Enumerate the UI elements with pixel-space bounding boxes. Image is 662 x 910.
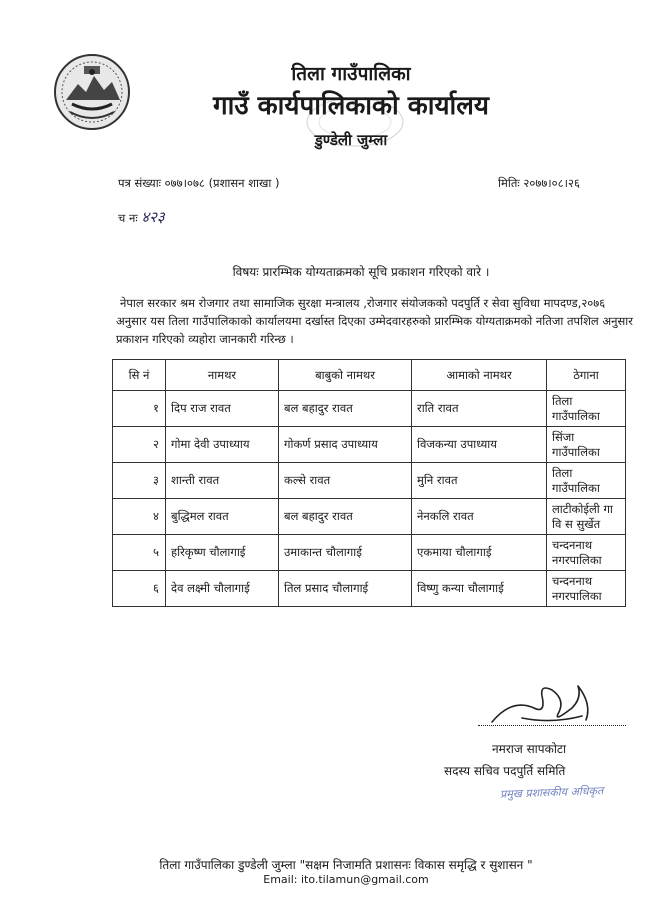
cell-name: दिप राज रावत [166, 391, 279, 427]
cell-name: बुद्धिमल रावत [166, 499, 279, 535]
org-name: तिला गाउँपालिका [291, 63, 411, 85]
cell-serial: ३ [113, 463, 166, 499]
date-value: २०७७।०८।२६ [523, 176, 580, 190]
cell-address: लाटीकोईली गा वि स सुर्खेत [547, 499, 626, 535]
handwritten-signature [482, 678, 632, 732]
table-row [113, 391, 626, 427]
footer-tagline: तिला गाउँपालिका डुण्डेली जुम्ला "सक्षम निजामति प्रशासनः विकास समृद्धि र सुशासन " [159, 858, 533, 872]
header-mother-name: आमाको नामथर [412, 360, 547, 391]
official-stamp-text: प्रमुख प्रशासकीय अधिकृत [499, 784, 604, 801]
cell-name: हरिकृष्ण चौलागाई [166, 535, 279, 571]
cell-mother: विष्णु कन्या चौलागाई [412, 571, 547, 607]
header-father-name: बाबुको नामथर [279, 360, 412, 391]
cell-father: उमाकान्त चौलागाई [279, 535, 412, 571]
header-name: नामथर [166, 360, 279, 391]
cell-name: गोमा देवी उपाध्याय [166, 427, 279, 463]
dispatch-number [118, 207, 165, 227]
ref-value: ०७७।०७८ (प्रशासन शाखा ) [164, 176, 280, 190]
cell-mother: नेनकलि रावत [412, 499, 547, 535]
subject-line: विषयः प्रारम्भिक योग्यताक्रमको सूचि प्रकाशन गरिएको वारे । [232, 265, 490, 279]
letter-date [498, 176, 580, 191]
cell-mother: मुनि रावत [412, 463, 547, 499]
cell-mother: एकमाया चौलागाई [412, 535, 547, 571]
signature-line [478, 725, 626, 726]
header-address: ठेगाना [547, 360, 626, 391]
ref-label: पत्र संख्याः [118, 176, 162, 190]
table-row [113, 499, 626, 535]
table-row [113, 463, 626, 499]
dispatch-label: च नः [118, 211, 138, 225]
reference-number [118, 176, 280, 191]
cell-father: बल बहादुर रावत [279, 499, 412, 535]
office-address: डुण्डेली जुम्ला [314, 131, 388, 149]
footer-email: Email: ito.tilamun@gmail.com [263, 873, 429, 886]
cell-address: तिला गाउँपालिका [547, 463, 626, 499]
cell-name: शान्ती रावत [166, 463, 279, 499]
cell-address: चन्दननाथ नगरपालिका [547, 535, 626, 571]
table-row [113, 427, 626, 463]
cell-address: सिंजा गाउँपालिका [547, 427, 626, 463]
cell-address: चन्दननाथ नगरपालिका [547, 571, 626, 607]
cell-serial: ४ [113, 499, 166, 535]
signer-title: सदस्य सचिव पदपुर्ति समिति [444, 764, 566, 778]
candidate-table [112, 359, 626, 607]
cell-mother: विजकन्या उपाध्याय [412, 427, 547, 463]
date-label: मितिः [498, 176, 520, 190]
office-name: गाउँ कार्यपालिकाको कार्यालय [213, 91, 489, 121]
body-paragraph: नेपाल सरकार श्रम रोजगार तथा सामाजिक सुरक्षा मन्त्रालय ,रोजगार संयोजकको पदपुर्ति र सेवा सुविधा मापदण्ड,२०७६ अनुसार यस तिला गाउँपालिकाको कार्यालयमा दर्खास्त दिएका उम्मेदवारहरुको प्रारम्भिक योग्यताक्रमको नतिजा तपशिल अनुसार प्रकाशन गरिएको व्यहोरा जानकारी गरिन्छ । [116, 296, 633, 346]
signer-name: नमराज सापकोटा [492, 742, 567, 756]
cell-father: कल्से रावत [279, 463, 412, 499]
cell-father: तिल प्रसाद चौलागाई [279, 571, 412, 607]
table-header-row [113, 360, 626, 391]
cell-serial: ६ [113, 571, 166, 607]
header-serial: सि नं [113, 360, 166, 391]
cell-father: गोकर्ण प्रसाद उपाध्याय [279, 427, 412, 463]
table-row [113, 535, 626, 571]
cell-serial: २ [113, 427, 166, 463]
dispatch-value: ४२३ [141, 208, 165, 226]
cell-name: देव लक्ष्मी चौलागाई [166, 571, 279, 607]
cell-address: तिला गाउँपालिका [547, 391, 626, 427]
cell-father: बल बहादुर रावत [279, 391, 412, 427]
table-row [113, 571, 626, 607]
cell-serial: ५ [113, 535, 166, 571]
cell-serial: १ [113, 391, 166, 427]
cell-mother: राति रावत [412, 391, 547, 427]
